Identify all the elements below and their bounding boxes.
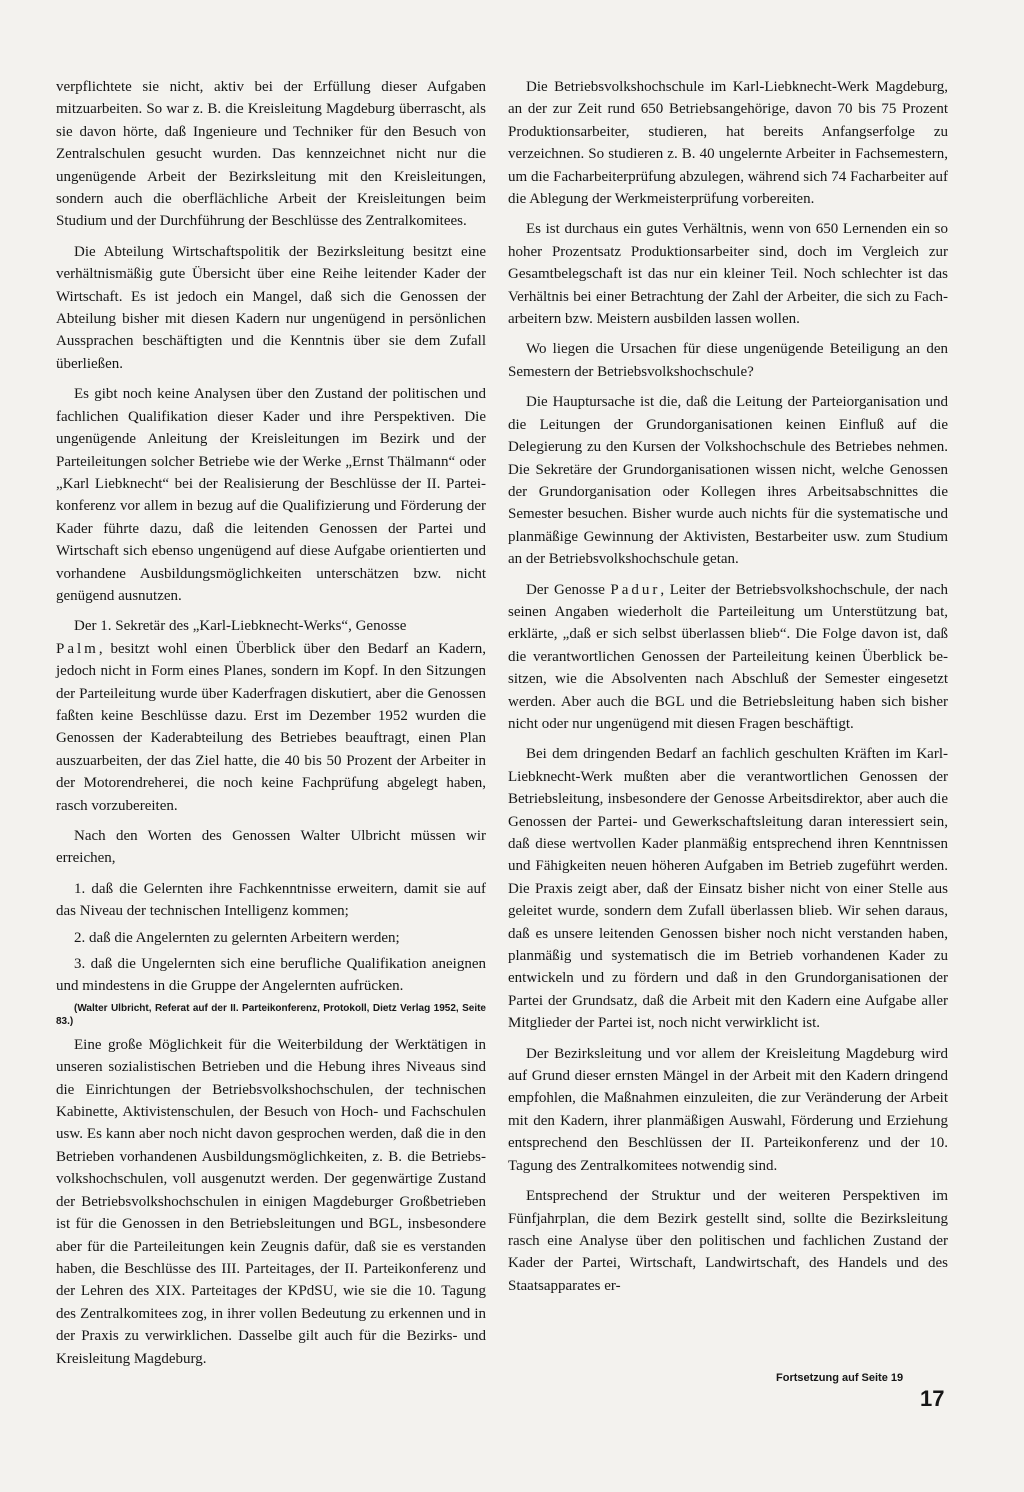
paragraph: Wo liegen die Ursachen für diese ungenügende Beteiligung an den Semestern der Betriebsvolkshochschule? (508, 341, 948, 380)
right-column (508, 76, 948, 1305)
paragraph: Der Bezirksleitung und vor allem der Kreisleitung Magdeburg wird auf Grund dieser ernsten Mängel in der Arbeit mit den Kadern dringend empfohlen, die Maßnahmen einzuleiten, die zur Veränderung der Arbeit mit den Kadern, ihrer planmäßigen Auswahl, Förderung und Erziehung entsprechend den Beschlüssen der II. Parteikonferenz und der 10. Tagung des Zentralkomitees notwendig sind. (508, 1045, 948, 1174)
list-item: 3. daß die Ungelernten sich eine berufliche Qualifikation aneignen und mindestens in die Gruppe der Angelernten aufrücken. (56, 956, 486, 995)
paragraph: Die Hauptursache ist die, daß die Leitung der Parteiorganisation und die Leitungen der Grundorganisationen keinen Einfluß auf die Delegierung zu den Kursen der Volkshochschule des Betriebes nehmen. Die Sekretäre der Grundorganisationen wissen nicht, welche Genossen der Grundorganisation oder Kollegen ihres Arbeitsabschnittes die Semester besuchen. Bisher wurde auch nichts für die systematische und planmäßige Gewinnung der Aktivisten, Bestarbeiter usw. zum Studium an der Betriebsvolkshochschule getan. (508, 394, 948, 568)
text-run: , besitzt wohl einen Überblick über den Bedarf an Kadern, jedoch nicht in Form eines Planes, sondern im Kopf. In den Sitzungen der Parteileitung wurde über Kaderfragen diskutiert, aber die Genossen faßten keine Beschlüsse dazu. Erst im Dezember 1952 wurden die Genossen der Kaderabteilung des Betriebes beauftragt, einen Plan auszuarbeiten, der das Ziel hatte, die 40 bis 50 Prozent der Arbeiter in der Motorendreherei, die noch keine Fachprüfung abgelegt haben, rasch vorzubereiten. (56, 640, 486, 814)
page-number: 17 (920, 1386, 945, 1411)
paragraph: Eine große Möglichkeit für die Weiterbildung der Werktätigen in unseren sozialistischen Betrieben und die Hebung ihres Niveaus sind die Einrichtungen der Betriebsvolkshochschulen, der technischen Kabinette, Aktivistenschulen, der Besuch von Hoch- und Fachschulen usw. Es kann aber noch nicht davon gesprochen werden, daß die in den Betrieben vorhandenen Ausbildungsmöglichkeiten, z. B. die Betriebsvolkshochschulen, voll ausgenutzt werden. Der gegenwärtige Zustand der Betriebsvolkshochschulen in einigen Magdeburger Großbetrieben ist für die Genossen in den Betriebsleitungen und BGL, insbesondere aber für die Parteileitungen kein Zeugnis dafür, daß sie es verstanden haben, die Beschlüsse des III. Parteitages, der II. Parteikonferenz und der Lehren des XIX. Parteitages der KPdSU, wie sie die 10. Tagung des Zentralkomitees zog, in ihrer vollen Bedeutung zu erkennen und in der Praxis zu verwirklichen. Dasselbe gilt auch für die Bezirks- und Kreisleitung Magdeburg. (56, 1036, 486, 1367)
paragraph: Die Abteilung Wirtschaftspolitik der Bezirksleitung besitzt eine verhältnismäßig gute Übersicht über eine Reihe leitender Kader der Wirtschaft. Es ist jedoch ein Mangel, daß sich die Genossen der Abteilung bisher mit diesen Kadern nur ungenügend in persönlichen Aussprachen beschäftigten und die Kenntnis über sie dem Zufall überließen. (56, 243, 486, 372)
paragraph: Bei dem dringenden Bedarf an fachlich geschulten Kräften im Karl-Liebknecht-Werk mußten aber die verantwortlichen Genossen der Betriebsleitung, insbesondere der Genosse Arbeitsdirektor, aber auch die Genossen der Partei- und Gewerkschaftsleitung daran interessiert sein, daß diese wertvollen Kader planmäßig entsprechend ihren Kenntnissen und Fähigkeiten neuen höheren Aufgaben im Betrieb zugeführt werden. Die Praxis zeigt aber, daß der Einsatz bisher nicht von einer Stelle aus geleitet wurde, sondern dem Zufall überlassen blieb. Wir sehen daraus, daß es unsere leitenden Genossen bisher noch nicht verstanden haben, planmäßig und systematisch die im Betrieb vorhandenen Kader zu entwickeln und zu fördern und daß in den Grundorganisationen der Partei der Grundsatz, daß die Arbeit mit den Kadern eine Aufgabe aller Mitglieder der Partei ist, noch nicht verwirklicht ist. (508, 746, 948, 1032)
paragraph: Entsprechend der Struktur und der weiteren Perspektiven im Fünfjahrplan, die dem Bezirk gestellt sind, sollte die Bezirksleitung rasch eine Analyse über den politischen und fachlichen Zustand der Kader der Partei, Wirtschaft, Landwirtschaft, des Handels und des Staatsapparates er- (508, 1188, 948, 1294)
text-run: Der 1. Sekretär des „Karl-Liebknecht-Werks“, Genosse (74, 618, 407, 635)
paragraph (56, 615, 486, 817)
continuation-note: Fortsetzung auf Seite 19 (776, 1372, 904, 1384)
name-emphasis: Palm (56, 640, 99, 657)
text-run: Der Genosse (526, 581, 605, 598)
left-column (56, 76, 486, 1378)
text-run: , Leiter der Betriebsvolkshochschule, der nach seinen Angaben wiederholt die Parteileitung um Unterstützung bat, erklärte, „daß er sich selbst überlassen blieb“. Die Folge davon ist, daß die verantwortlichen Genossen der Parteileitung keinen Überblick besitzen, wie die Absolventen nach Abschluß der Semester eingesetzt werden. Aber auch die BGL und die Betriebsleitung haben sich bisher nicht oder nur ungenügend mit diesen Fragen beschäftigt. (508, 581, 949, 732)
paragraph: Nach den Worten des Genossen Walter Ulbricht müssen wir erreichen, (56, 828, 486, 867)
paragraph: Die Betriebsvolkshochschule im Karl-Liebknecht-Werk Magdeburg, an der zur Zeit rund 650 Betriebsangehörige, davon 70 bis 75 Prozent Produktionsarbeiter, studieren, hat bereits Anfangserfolge zu verzeichnen. So studieren z. B. 40 ungelernte Arbeiter in Fachsemestern, um die Facharbeiterprüfung abzulegen, während sich 74 Facharbeiter auf die Ablegung der Werkmeisterprüfung vorbereiten. (508, 79, 948, 208)
list-item: 2. daß die Angelernten zu gelernten Arbeitern werden; (74, 929, 400, 946)
paragraph (508, 579, 948, 736)
paragraph: Es ist durchaus ein gutes Verhältnis, wenn von 650 Lernenden ein so hoher Prozentsatz Produktionsarbeiter sind, doch im Vergleich zur Gesamtbelegschaft ist das nur ein kleiner Teil. Noch schlechter ist das Verhältnis bei einer Betrachtung der Zahl der Arbeiter, die sich zu Facharbeitern bzw. Meistern ausbilden lassen wollen. (508, 221, 948, 328)
name-emphasis: Padur (610, 581, 661, 598)
paragraph: verpflichtete sie nicht, aktiv bei der Erfüllung dieser Aufgaben mitzuarbeiten. So war z. B. die Kreisleitung Magdeburg überrascht, als sie davon hörte, daß Ingenieure und Techniker für den Besuch von Zentralschulen gesucht wurden. Das kennzeichnet nicht nur die ungenügende Arbeit der Bezirksleitung mit den Kreisleitungen, sondern auch die oberflächliche Arbeit der Kreisleitungen beim Studium und der Durchführung der Beschlüsse des Zentralkomitees. (56, 79, 486, 230)
list-item: 1. daß die Gelernten ihre Fachkenntnisse erweitern, damit sie auf das Niveau der technischen Intelligenz kommen; (56, 880, 486, 920)
paragraph: Es gibt noch keine Analysen über den Zustand der politischen und fachlichen Qualifikation dieser Kader und ihre Perspektiven. Die ungenügende Anleitung der Kreisleitungen im Bezirk und der Parteileitungen solcher Betriebe wie der Werke „Ernst Thälmann“ oder „Karl Liebknecht“ bei der Realisierung der Beschlüsse der II. Parteikonferenz vor allem in bezug auf die Qualifizierung und Förderung der Kader führte dazu, daß die leitenden Genossen der Partei und Wirtschaft sich ebenso ungenügend auf diese Aufgabe orientierten und vorhandene Ausbildungsmöglichkeiten unterschätzen bzw. nicht genügend ausnutzen. (56, 386, 486, 604)
citation: (Walter Ulbricht, Referat auf der II. Parteikonferenz, Protokoll, Dietz Verlag 1952, Seite 83.) (56, 1002, 486, 1027)
